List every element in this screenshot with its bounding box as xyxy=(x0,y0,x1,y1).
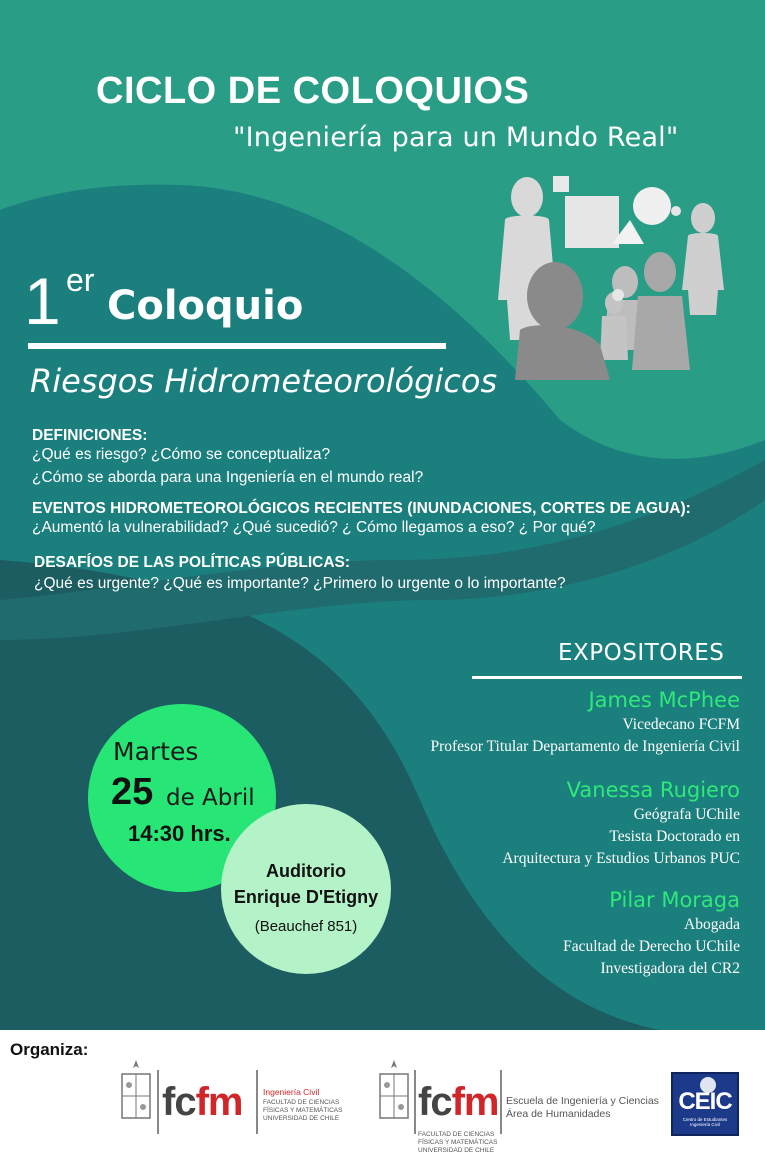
footer xyxy=(0,1030,765,1170)
event-day: Martes xyxy=(113,737,199,766)
event-date-number: 25 xyxy=(111,771,154,813)
venue-name-2: Enrique D'Etigny xyxy=(233,887,379,907)
venue-name: Auditorio xyxy=(266,861,346,881)
faculty-label: UNIVERSIDAD DE CHILE xyxy=(418,1147,495,1154)
speech-bubble-round xyxy=(633,187,671,225)
logo-divider xyxy=(414,1070,416,1134)
university-seal-icon xyxy=(118,1058,154,1124)
speaker-name: James McPhee xyxy=(588,688,740,712)
organiza-label: Organiza: xyxy=(10,1040,89,1059)
colloquium-number: 1 xyxy=(24,264,61,338)
speakers-divider xyxy=(472,676,742,679)
ceic-logo-subtitle xyxy=(674,1118,736,1128)
fcfm-logo-fc: fc xyxy=(162,1080,196,1124)
question-line: ¿Cómo se aborda para una Ingeniería en el mundo real? xyxy=(32,469,424,486)
ceic-subtitle-line: Ingeniería Civil xyxy=(690,1121,720,1127)
school-label: Escuela de Ingeniería y Ciencias xyxy=(506,1095,659,1107)
faculty-label: FÍSICAS Y MATEMÁTICAS xyxy=(418,1139,498,1146)
speaker-role: Investigadora del CR2 xyxy=(600,960,740,977)
logo-divider xyxy=(157,1070,159,1134)
faculty-label: FÍSICAS Y MATEMÁTICAS xyxy=(263,1107,343,1114)
speaker-name: Vanessa Rugiero xyxy=(566,778,740,802)
questions-heading-desafios: DESAFÍOS DE LAS POLÍTICAS PÚBLICAS: xyxy=(34,554,351,571)
logo-divider xyxy=(500,1070,502,1134)
faculty-label: FACULTAD DE CIENCIAS xyxy=(263,1099,340,1106)
title-divider xyxy=(28,343,446,349)
speaker-role: Tesista Doctorado en xyxy=(609,828,740,845)
faculty-label: UNIVERSIDAD DE CHILE xyxy=(263,1115,340,1122)
event-month: de Abril xyxy=(166,785,255,811)
question-line: ¿Qué es riesgo? ¿Cómo se conceptualiza? xyxy=(32,446,331,463)
department-label: Ingeniería Civil xyxy=(263,1087,320,1097)
colloquium-word: Coloquio xyxy=(107,283,304,329)
speaker-role: Abogada xyxy=(684,916,740,933)
speech-dot xyxy=(671,206,681,216)
colloquium-ordinal: er xyxy=(66,262,95,298)
colloquium-topic: Riesgos Hidrometeorológicos xyxy=(30,362,498,400)
faculty-label: FACULTAD DE CIENCIAS xyxy=(418,1131,495,1138)
speaker-role: Geógrafa UChile xyxy=(633,806,740,823)
questions-heading-definiciones: DEFINICIONES: xyxy=(32,427,148,444)
speaker-role: Vicedecano FCFM xyxy=(622,716,740,733)
event-time: 14:30 hrs. xyxy=(128,821,231,846)
speech-bubble-square xyxy=(565,196,619,248)
speaker-name: Pilar Moraga xyxy=(609,888,740,912)
speech-dot-small xyxy=(612,289,624,301)
series-subtitle: "Ingeniería para un Mundo Real" xyxy=(233,122,679,153)
ceic-subtitle-line: Centro de Estudiantes xyxy=(682,1117,728,1122)
series-title: CICLO DE COLOQUIOS xyxy=(96,70,530,112)
fcfm-logo-fc: fc xyxy=(418,1080,452,1124)
question-line: ¿Qué es urgente? ¿Qué es importante? ¿Primero lo urgente o lo importante? xyxy=(34,575,566,592)
logo-divider xyxy=(256,1070,258,1134)
speaker-role: Arquitectura y Estudios Urbanos PUC xyxy=(502,850,740,867)
ceic-logo-text: CEIC xyxy=(678,1088,732,1115)
fcfm-logo-fm: fm xyxy=(195,1080,243,1124)
venue-address: (Beauchef 851) xyxy=(254,918,358,935)
speech-bubble-small xyxy=(553,176,569,192)
speaker-role: Facultad de Derecho UChile xyxy=(563,938,740,955)
question-line: ¿Aumentó la vulnerabilidad? ¿Qué sucedió? ¿ Cómo llegamos a eso? ¿ Por qué? xyxy=(32,519,596,536)
speakers-heading: EXPOSITORES xyxy=(558,640,725,666)
speaker-role: Profesor Titular Departamento de Ingeniería Civil xyxy=(430,738,740,755)
fcfm-logo xyxy=(418,1082,498,1122)
questions-heading-eventos: EVENTOS HIDROMETEOROLÓGICOS RECIENTES (INUNDACIONES, CORTES DE AGUA): xyxy=(32,500,691,517)
university-seal-icon xyxy=(376,1058,412,1124)
school-label: Área de Humanidades xyxy=(506,1108,611,1120)
fcfm-logo-fm: fm xyxy=(451,1080,499,1124)
fcfm-logo xyxy=(162,1082,242,1122)
